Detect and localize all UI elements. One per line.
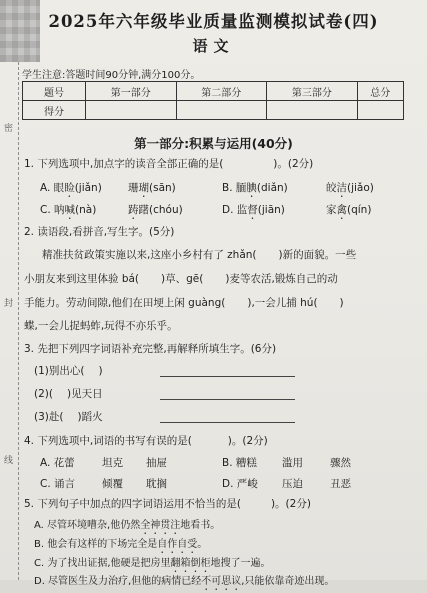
score-header-cell: 第三部分 <box>267 82 358 101</box>
q1-option-a2: 珊瑚(sān) <box>128 182 176 194</box>
q5-stem: 5. 下列句子中加点的四字词语运用不恰当的是( )。(2分) <box>24 498 311 510</box>
q5-option-a: A. 尽管环境嘈杂,他仍然全神贯注地看书。 <box>34 520 221 531</box>
score-header-cell: 总分 <box>357 82 403 101</box>
q4-option: 坦克 <box>102 457 123 469</box>
score-input-cell[interactable] <box>357 101 403 120</box>
q1-option-a1: A. 眼睑(jiǎn) <box>40 182 102 194</box>
q3-item-2: (2)( )见天日 <box>34 388 103 400</box>
exam-title: 2025年六年级毕业质量监测模拟试卷(四) <box>48 12 379 31</box>
margin-char-mi: 密 <box>4 124 14 134</box>
q4-option: 抽屉 <box>146 457 167 469</box>
q5-option-d: D. 尽管医生及力治疗,但他的病情已经不可思议,只能依靠奇迹出现。 <box>34 576 335 587</box>
margin-char-xian: 线 <box>4 456 14 466</box>
score-header-cell: 题号 <box>23 82 86 101</box>
q1-option-d2: 家禽(qín) <box>326 204 372 216</box>
q3-answer-line-3[interactable] <box>160 422 295 423</box>
score-table <box>22 81 404 120</box>
q1-option-d1: D. 监督(jiān) <box>222 204 285 216</box>
q2-line1: 精准扶贫政策实施以来,这座小乡村有了 zhǎn( )新的面貌。一些 <box>42 249 357 261</box>
q4-option: 骤然 <box>330 457 351 469</box>
q4-option: 倾覆 <box>102 478 123 490</box>
q1-option-c1: C. 呐喊(nà) <box>40 204 97 216</box>
q2-line4: 蝶,一会儿捉蚂蚱,玩得不亦乐乎。 <box>24 320 178 332</box>
margin-char-feng: 封 <box>4 299 14 309</box>
q2-line2: 小朋友来到这里体验 bá( )草、gē( )麦等农活,锻炼自己的动 <box>24 273 338 285</box>
section-title: 第一部分:积累与运用(40分) <box>134 136 293 151</box>
q1-stem: 1. 下列选项中,加点字的读音全部正确的是( )。(2分) <box>24 158 314 170</box>
q1-option-c2: 踌躇(chóu) <box>128 204 183 216</box>
q3-stem: 3. 先把下列四字词语补充完整,再解释所填生字。(6分) <box>24 343 277 355</box>
q2-stem: 2. 读语段,看拼音,写生字。(5分) <box>24 226 175 238</box>
q2-line3: 手能力。劳动间隙,他们在田埂上闲 guàng( ),一会儿捕 hú( ) <box>24 297 344 309</box>
score-input-cell[interactable] <box>267 101 358 120</box>
q3-answer-line-1[interactable] <box>160 376 295 377</box>
score-table-header-row <box>23 82 404 101</box>
q5-option-b: B. 他会有这样的下场完全是自作自受。 <box>34 539 208 550</box>
score-header-cell: 第一部分 <box>86 82 177 101</box>
q4-stem: 4. 下列选项中,词语的书写有误的是( )。(2分) <box>24 435 268 447</box>
q1-option-b2: 皎洁(jiǎo) <box>326 182 374 194</box>
q4-option: 压迫 <box>282 478 303 490</box>
q4-option: D. 严峻 <box>222 478 258 490</box>
q3-item-1: (1)别出心( ) <box>34 365 103 377</box>
q4-option: 滥用 <box>282 457 303 469</box>
q4-option: C. 诵言 <box>40 478 76 490</box>
q3-item-3: (3)赴( )蹈火 <box>34 411 103 423</box>
q4-option: 丑恶 <box>330 478 351 490</box>
score-label-cell: 得分 <box>23 101 86 120</box>
q5-option-c: C. 为了找出证据,他硬是把房里翻箱倒柜地搜了一遍。 <box>34 558 271 569</box>
score-header-cell: 第二部分 <box>176 82 267 101</box>
q3-answer-line-2[interactable] <box>160 399 295 400</box>
q4-option: 耽搁 <box>146 478 167 490</box>
q4-option: A. 花蕾 <box>40 457 75 469</box>
q4-option: B. 糟糕 <box>222 457 257 469</box>
q1-option-b1: B. 腼腆(diǎn) <box>222 182 288 194</box>
student-notice: 学生注意:答题时间90分钟,满分100分。 <box>22 70 201 81</box>
score-input-cell[interactable] <box>176 101 267 120</box>
score-input-cell[interactable] <box>86 101 177 120</box>
exam-subject: 语文 <box>192 37 235 55</box>
score-table-score-row <box>23 101 404 120</box>
